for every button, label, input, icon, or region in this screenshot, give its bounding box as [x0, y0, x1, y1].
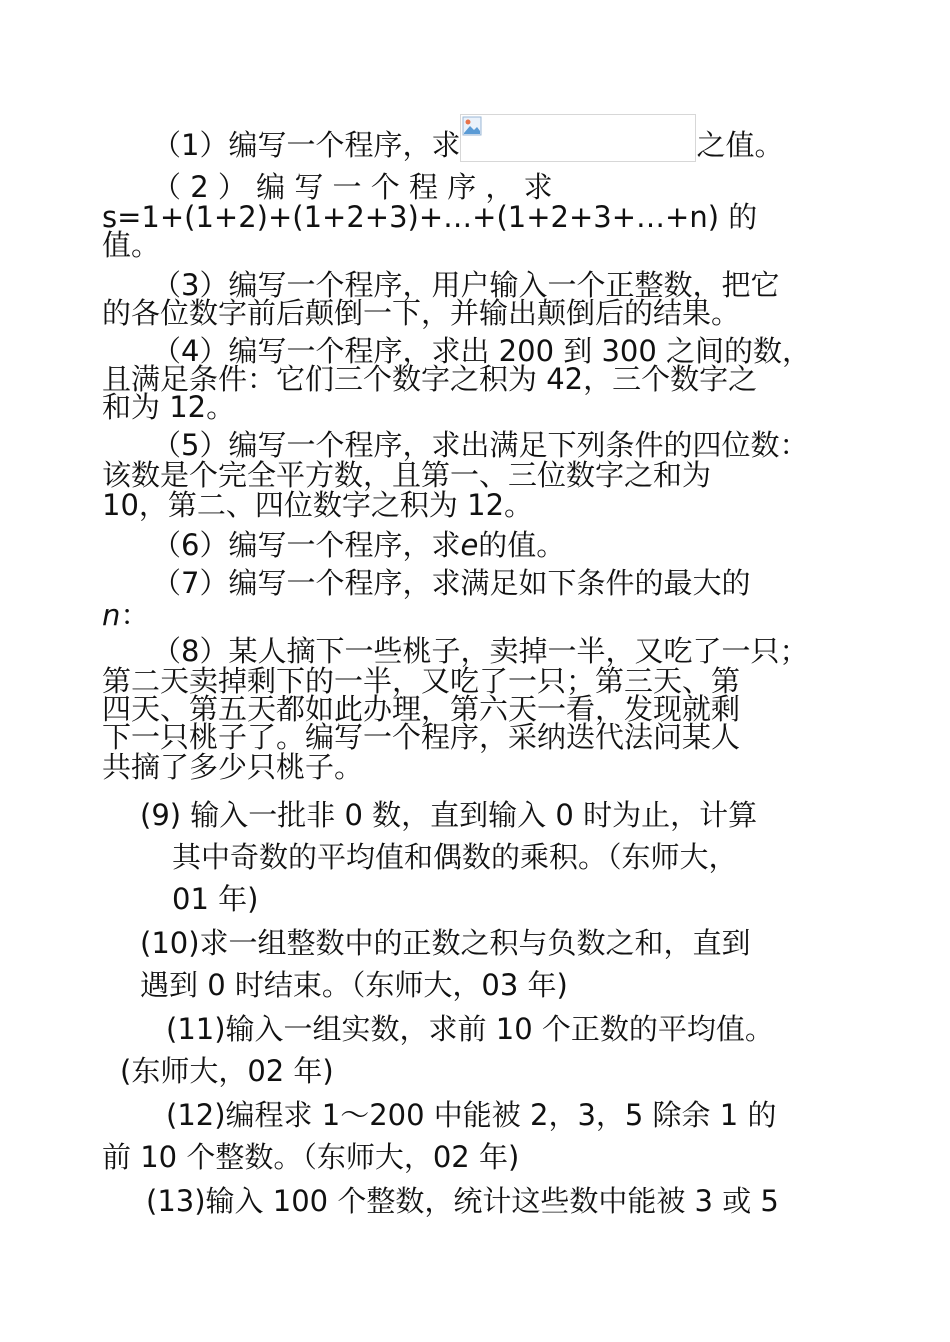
question-11-line-1: (11)输入一组实数，求前 10 个正数的平均值。 — [166, 1012, 774, 1046]
question-5-line-2: 该数是个完全平方数，且第一、三位数字之和为 — [102, 458, 712, 492]
question-10-line-2: 遇到 0 时结束。（东师大，03 年) — [140, 968, 568, 1002]
question-12-line-1: (12)编程求 1～200 中能被 2，3，5 除余 1 的 — [166, 1098, 777, 1132]
question-7-variable: n — [102, 598, 121, 632]
question-7-text-after: ： — [120, 598, 150, 632]
question-4-line-3: 和为 12。 — [102, 390, 236, 424]
question-1-line — [152, 128, 900, 162]
question-6-line — [152, 528, 900, 562]
question-9-line-2: 其中奇数的平均值和偶数的乘积。（东师大， — [172, 840, 738, 874]
question-8-line-3: 四天、第五天都如此办理，第六天一看，发现就剩 — [102, 692, 741, 726]
question-12-line-2: 前 10 个整数。（东师大，02 年) — [102, 1140, 520, 1174]
question-8-line-5: 共摘了多少只桃子。 — [102, 750, 364, 784]
question-11-line-2: (东师大，02 年) — [120, 1054, 334, 1088]
broken-image-icon — [462, 116, 482, 136]
question-5-line-1: （5）编写一个程序，求出满足下列条件的四位数： — [152, 428, 809, 462]
question-8-line-4: 下一只桃子了。编写一个程序，采纳迭代法问某人 — [102, 720, 741, 754]
formula-image-placeholder — [460, 114, 696, 162]
question-9-line-1: (9) 输入一批非 0 数，直到输入 0 时为止，计算 — [140, 798, 758, 832]
question-9-line-3: 01 年) — [172, 882, 259, 916]
question-2-line-2: s=1+(1+2)+(1+2+3)+…+(1+2+3+…+n) 的 — [102, 200, 758, 234]
question-8-line-1: （8）某人摘下一些桃子，卖掉一半，又吃了一只； — [152, 634, 809, 668]
question-7-line-2 — [102, 598, 850, 632]
question-2-line-1: （ 2 ） 编 写 一 个 程 序 ， 求 — [152, 170, 553, 204]
question-6-text-before: （6）编写一个程序，求 — [152, 528, 461, 562]
question-6-text-after: 的值。 — [478, 528, 566, 562]
question-7-line-1: （7）编写一个程序，求满足如下条件的最大的 — [152, 566, 751, 600]
question-1-text-after: 之值。 — [696, 128, 784, 162]
question-6-variable: e — [460, 528, 479, 562]
question-3-line-1: （3）编写一个程序，用户输入一个正整数，把它 — [152, 268, 780, 302]
question-8-line-2: 第二天卖掉剩下的一半，又吃了一只；第三天、第 — [102, 664, 741, 698]
question-4-line-2: 且满足条件：它们三个数字之积为 42，三个数字之 — [102, 362, 758, 396]
question-3-line-2: 的各位数字前后颠倒一下，并输出颠倒后的结果。 — [102, 296, 741, 330]
question-4-line-1: （4）编写一个程序，求出 200 到 300 之间的数， — [152, 334, 812, 368]
question-2-line-3: 值。 — [102, 228, 161, 262]
question-1-text-before: （1）编写一个程序，求 — [152, 128, 461, 162]
question-13-line-1: (13)输入 100 个整数，统计这些数中能被 3 或 5 — [146, 1184, 779, 1218]
question-10-line-1: (10)求一组整数中的正数之积与负数之和，直到 — [140, 926, 751, 960]
question-5-line-3: 10，第二、四位数字之积为 12。 — [102, 488, 534, 522]
